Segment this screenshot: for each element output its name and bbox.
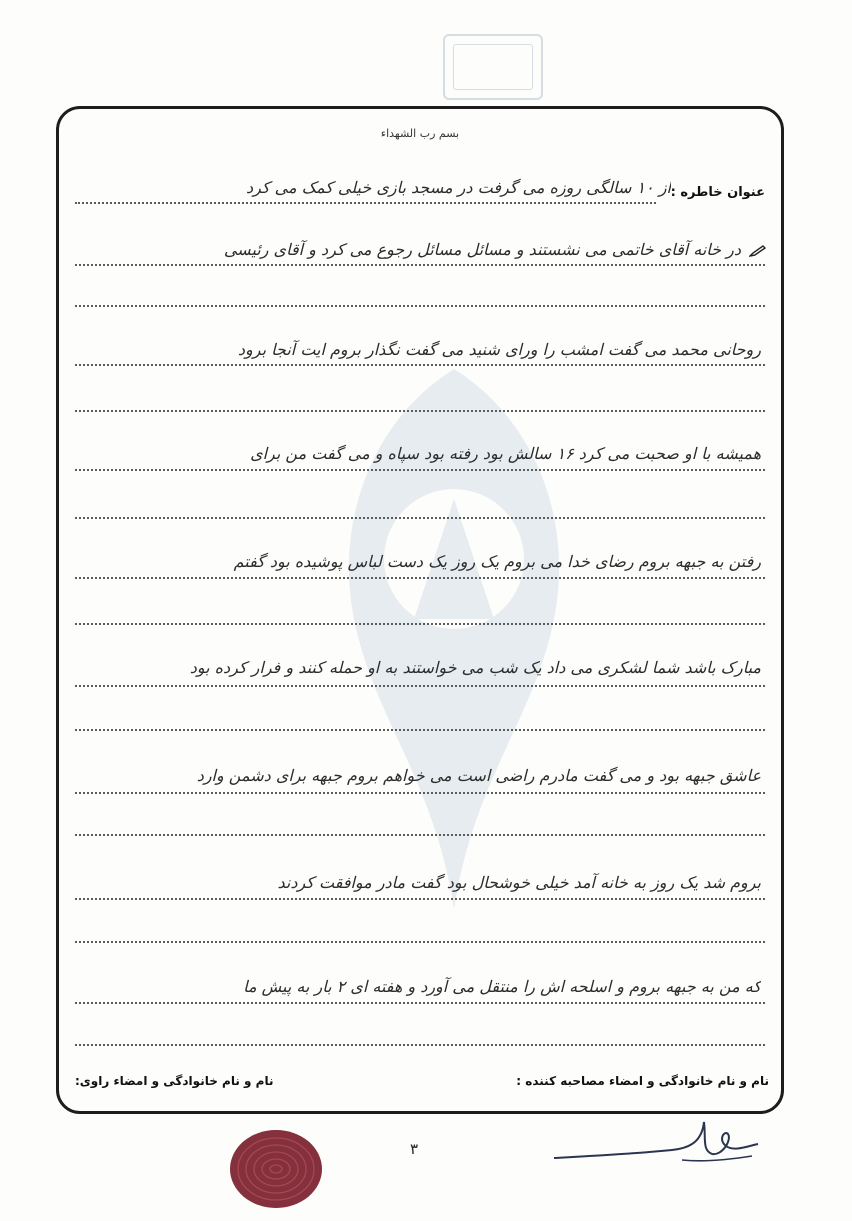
page-heading: بسم رب الشهداء bbox=[380, 127, 460, 140]
ruled-line bbox=[75, 623, 765, 625]
ruled-line bbox=[75, 305, 765, 307]
archive-stamp bbox=[443, 34, 543, 100]
handwritten-line: رفتن به جبهه بروم رضای خدا می بروم یک روز یک دست لباس پوشیده بود گفتم bbox=[233, 552, 761, 571]
handwritten-line: روحانی محمد می گفت امشب را ورای شنید می گفت نگذار بروم ایت آنجا برود bbox=[237, 340, 761, 359]
ruled-line bbox=[75, 729, 765, 731]
handwritten-line: همیشه با او صحبت می کرد ۱۶ سالش بود رفته بود سپاه و می گفت من برای bbox=[250, 444, 761, 463]
handwritten-line: که من به جبهه بروم و اسلحه اش را منتقل می آورد و هفته ای ۲ بار به پیش ما bbox=[243, 977, 761, 996]
memo-form-frame bbox=[56, 106, 784, 1114]
signature-mark bbox=[552, 1110, 762, 1170]
ruled-line bbox=[75, 517, 765, 519]
ruled-line bbox=[75, 410, 765, 412]
page-number: ۳ bbox=[410, 1140, 419, 1158]
handwritten-line: از ۱۰ سالگی روزه می گرفت در مسجد بازی خیلی کمک می کرد bbox=[245, 178, 671, 197]
ruled-line bbox=[75, 685, 765, 687]
signature-footer bbox=[75, 1074, 769, 1096]
ruled-line bbox=[75, 941, 765, 943]
narrator-signature-label: نام و نام خانوادگی و امضاء راوی: bbox=[75, 1074, 274, 1088]
ruled-line bbox=[75, 834, 765, 836]
handwritten-line: در خانه آقای خاتمی می نشستند و مسائل مسائل رجوع می کرد و آقای رئیسی bbox=[223, 240, 741, 259]
fingerprint-stamp bbox=[228, 1128, 324, 1210]
handwritten-line: عاشق جبهه بود و می گفت مادرم راضی است می خواهم بروم جبهه برای دشمن وارد bbox=[196, 766, 761, 785]
pencil-icon bbox=[749, 244, 767, 258]
memo-title-label: عنوان خاطره : bbox=[670, 185, 765, 200]
interviewer-signature-label: نام و نام خانوادگی و امضاء مصاحبه کننده : bbox=[516, 1074, 769, 1088]
handwritten-line: مبارک باشد شما لشکری می داد یک شب می خواستند به او حمله کنند و فرار کرده بود bbox=[189, 658, 761, 677]
handwritten-line: بروم شد یک روز به خانه آمد خیلی خوشحال بود گفت مادر موافقت کردند bbox=[277, 873, 761, 892]
ruled-line bbox=[75, 1044, 765, 1046]
